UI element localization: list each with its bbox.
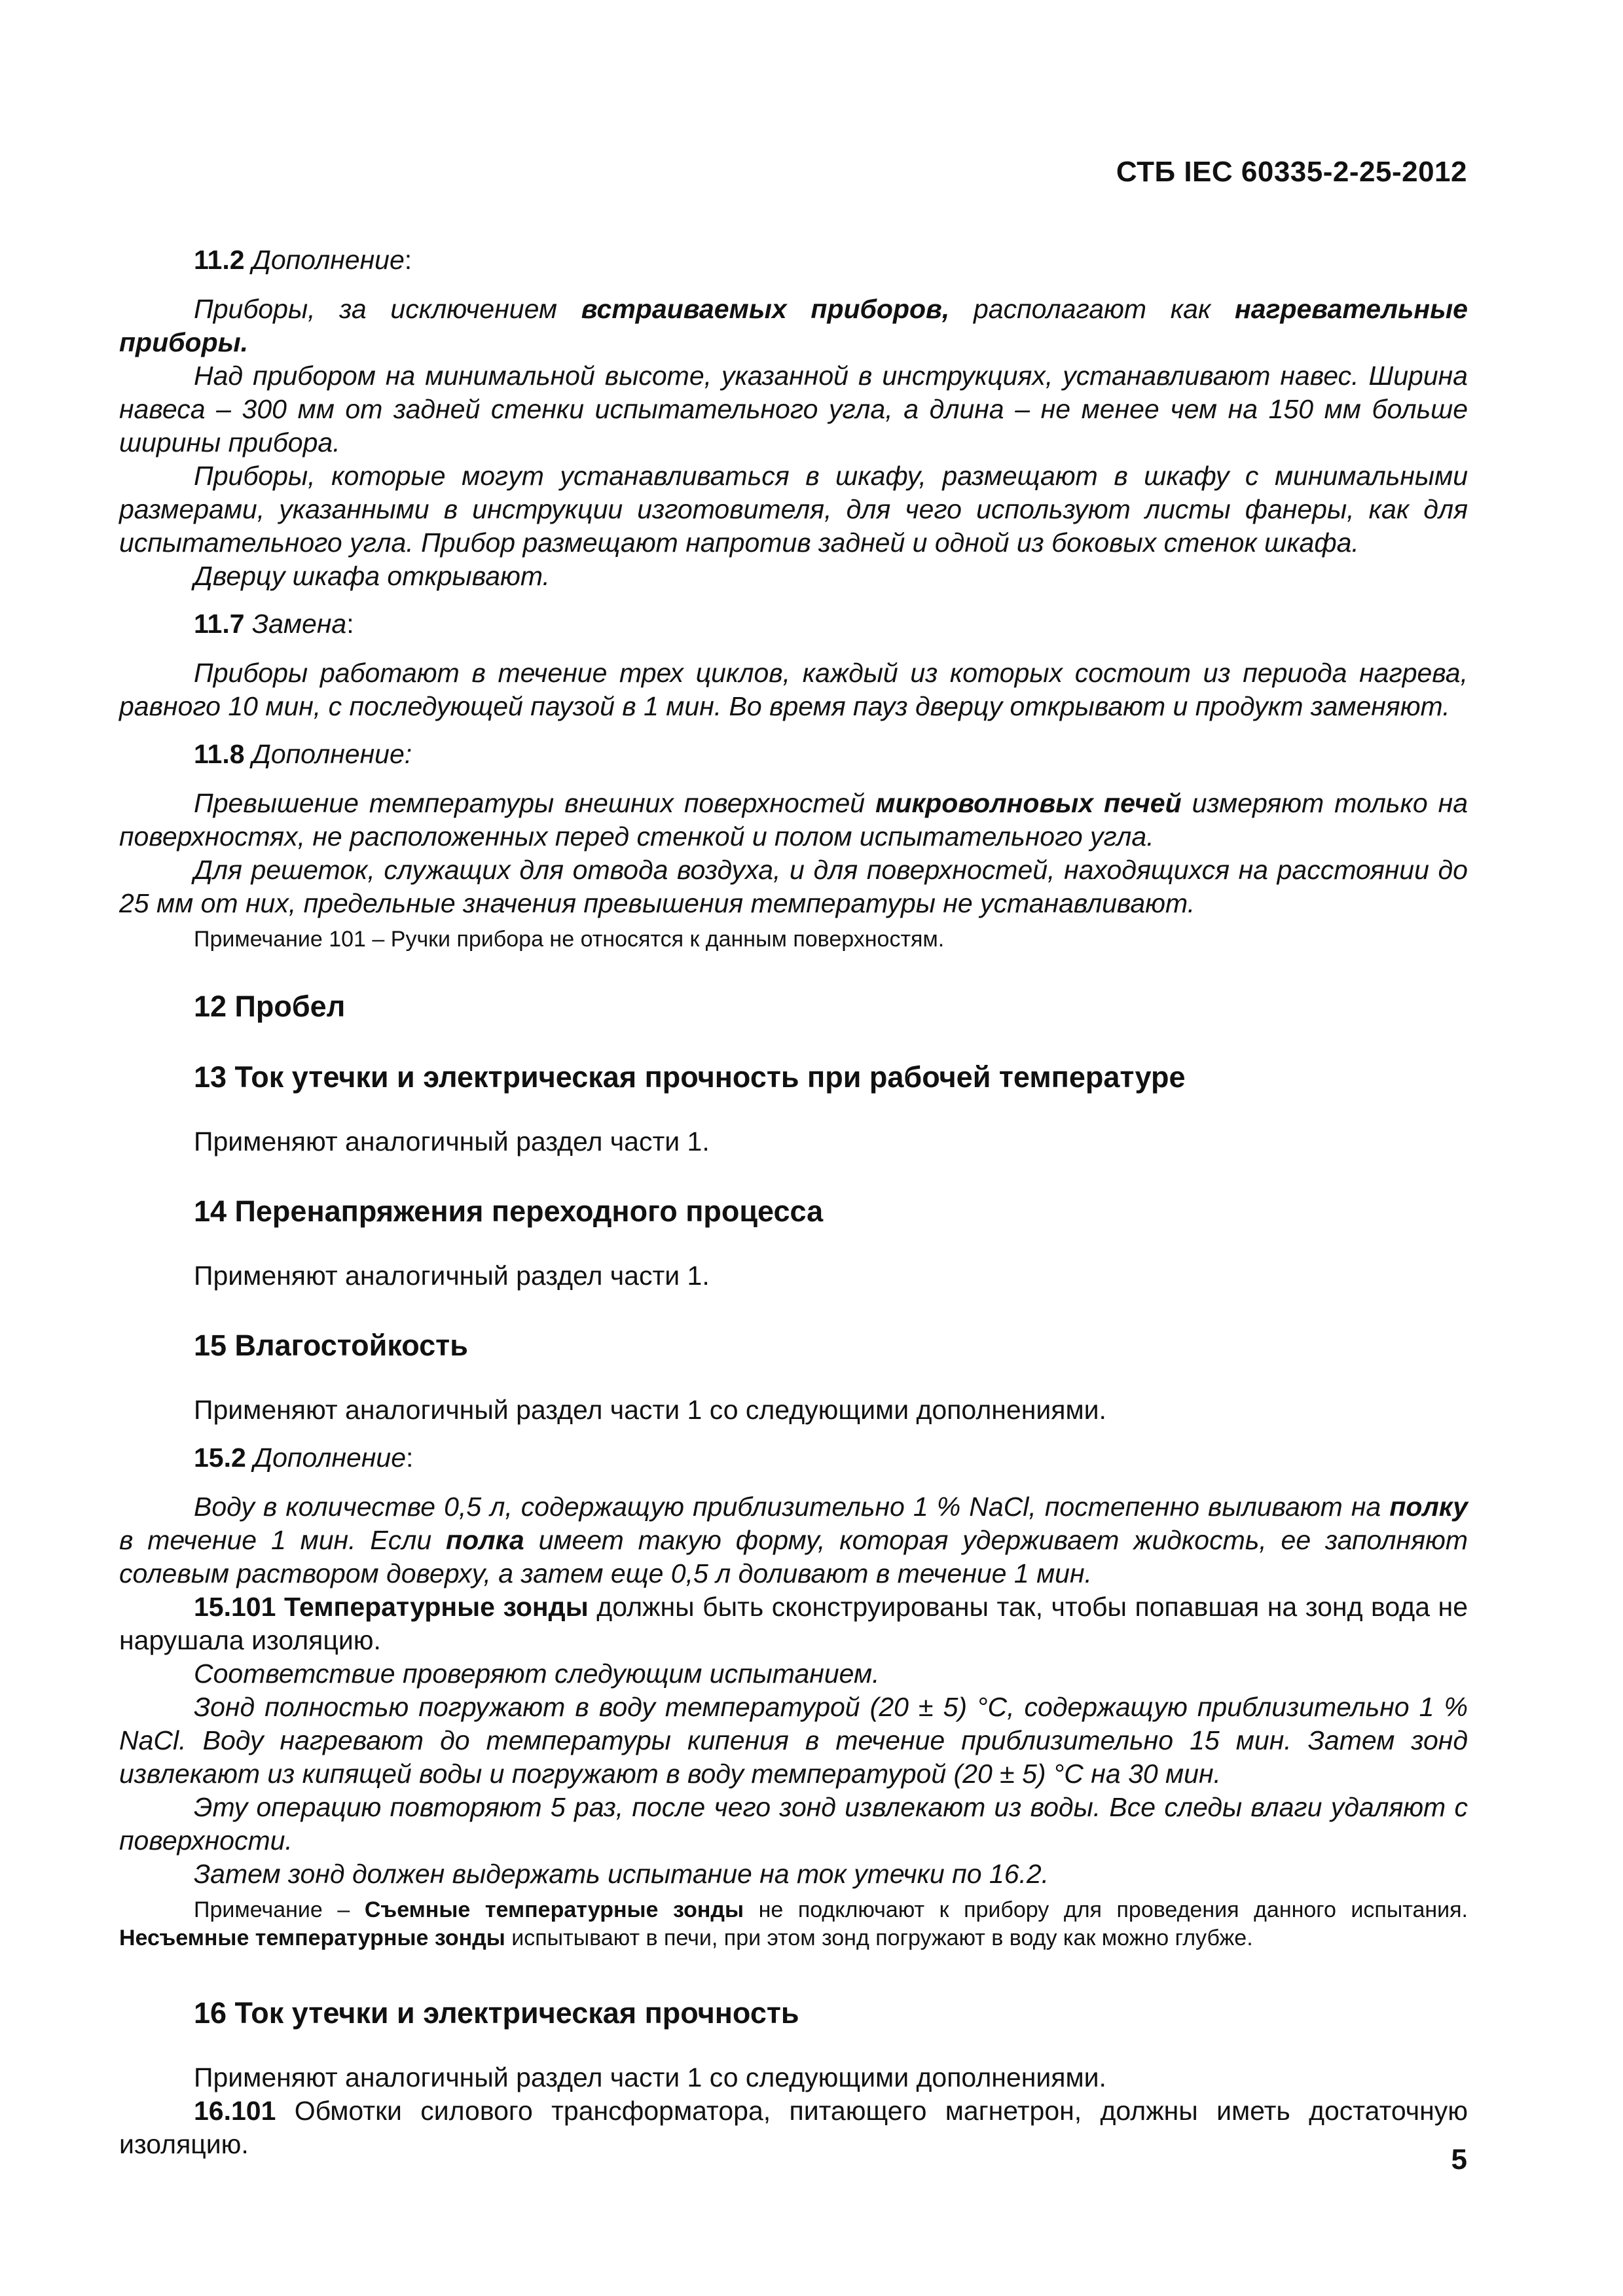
section-15-title: 15 Влагостойкость bbox=[194, 1329, 468, 1362]
paragraph: Применяют аналогичный раздел части 1 со следующими дополнениями. bbox=[194, 1395, 1106, 1425]
defined-term: встраиваемых приборов, bbox=[581, 294, 950, 324]
defined-term: Температурные зонды bbox=[276, 1592, 589, 1622]
paragraph: Соответствие проверяют следующим испытанием. bbox=[194, 1659, 880, 1689]
defined-term: микроволновых печей bbox=[875, 788, 1182, 818]
note: Примечание 101 – Ручки прибора не относятся к данным поверхностям. bbox=[194, 927, 945, 952]
paragraph: Приборы работают в течение трех циклов, каждый из которых состоит из периода нагрева, равного 10 мин, с последующей паузой в 1 мин. Во время пауз дверцу открывают и продукт заменяют. bbox=[119, 658, 1468, 721]
clause-number: 11.7 bbox=[194, 609, 245, 639]
note: Примечание – Съемные температурные зонды не подключают к прибору для проведения данного испытания. Несъемные температурные зонды испытывают в печи, при этом зонд погружают в воду как можно глубже. bbox=[119, 1897, 1468, 1950]
paragraph: Воду в количестве 0,5 л, содержащую приблизительно 1 % NaCl, постепенно выливают на полку в течение 1 мин. Если полка имеет такую форму, которая удерживает жидкость, ее заполняют солевым раствором доверху, а затем еще 0,5 л доливают в течение 1 мин. bbox=[119, 1492, 1468, 1588]
paragraph: Для решеток, служащих для отвода воздуха, и для поверхностей, находящихся на расстоянии до 25 мм от них, предельные значения превышения температуры не устанавливают. bbox=[119, 855, 1468, 918]
clause-15-101: 15.101 Температурные зонды должны быть сконструированы так, чтобы попавшая на зонд вода не нарушала изоляцию. bbox=[119, 1592, 1468, 1655]
defined-term: нагревательные приборы. bbox=[119, 294, 1468, 357]
clause-label: Дополнение: bbox=[251, 739, 412, 769]
clause-number: 15.2 bbox=[194, 1443, 246, 1473]
paragraph: Приборы, за исключением встраиваемых приборов, располагают как нагревательные приборы. bbox=[119, 294, 1468, 357]
paragraph: Затем зонд должен выдержать испытание на ток утечки по 16.2. bbox=[194, 1859, 1049, 1889]
clause-label: Замена bbox=[251, 609, 347, 639]
document-code: СТБ IEC 60335-2-25-2012 bbox=[1116, 156, 1467, 188]
clause-15-2-heading: 15.2 Дополнение: bbox=[194, 1443, 414, 1473]
paragraph: Дверцу шкафа открывают. bbox=[194, 561, 550, 591]
defined-term: полку bbox=[1389, 1492, 1468, 1522]
clause-11-7-heading: 11.7 Замена: bbox=[194, 609, 354, 639]
clause-label: Дополнение bbox=[251, 245, 405, 275]
paragraph: Зонд полностью погружают в воду температурой (20 ± 5) °С, содержащую приблизительно 1 % NaCl. Воду нагревают до температуры кипения в течение приблизительно 15 мин. Затем зонд извлекают из кипящей воды и погружают в воду температурой (20 ± 5) °С на 30 мин. bbox=[119, 1692, 1468, 1789]
document-body bbox=[119, 229, 1468, 2161]
section-14-title: 14 Перенапряжения переходного процесса bbox=[194, 1194, 824, 1228]
paragraph: Применяют аналогичный раздел части 1 со следующими дополнениями. bbox=[194, 2062, 1106, 2092]
section-16-title: 16 Ток утечки и электрическая прочность bbox=[194, 1996, 799, 2030]
paragraph: Превышение температуры внешних поверхностей микроволновых печей измеряют только на поверхностях, не расположенных перед стенкой и полом испытательного угла. bbox=[119, 788, 1468, 852]
page-number: 5 bbox=[1451, 2144, 1467, 2176]
paragraph: Приборы, которые могут устанавливаться в шкафу, размещают в шкафу с минимальными размерами, указанными в инструкции изготовителя, для чего используют листы фанеры, как для испытательного угла. Прибор размещают напротив задней и одной из боковых стенок шкафа. bbox=[119, 461, 1468, 558]
paragraph: Над прибором на минимальной высоте, указанной в инструкциях, устанавливают навес. Ширина навеса – 300 мм от задней стенки испытательного угла, а длина – не менее чем на 150 мм больше ширины прибора. bbox=[119, 361, 1468, 457]
defined-term: полка bbox=[446, 1525, 524, 1555]
paragraph: Применяют аналогичный раздел части 1. bbox=[194, 1126, 710, 1157]
clause-label: Дополнение bbox=[253, 1443, 407, 1473]
clause-number: 11.8 bbox=[194, 739, 245, 769]
clause-number: 15.101 bbox=[194, 1592, 276, 1622]
paragraph: Применяют аналогичный раздел части 1. bbox=[194, 1261, 710, 1291]
paragraph: Эту операцию повторяют 5 раз, после чего зонд извлекают из воды. Все следы влаги удаляют с поверхности. bbox=[119, 1792, 1468, 1856]
clause-11-8-heading bbox=[119, 738, 1468, 771]
defined-term: Съемные температурные зонды bbox=[364, 1897, 744, 1922]
section-12-title: 12 Пробел bbox=[194, 990, 346, 1023]
defined-term: Несъемные температурные зонды bbox=[119, 1926, 505, 1950]
section-13-title: 13 Ток утечки и электрическая прочность при рабочей температуре bbox=[194, 1060, 1186, 1094]
clause-number: 11.2 bbox=[194, 245, 245, 275]
clause-number: 16.101 bbox=[194, 2096, 276, 2126]
clause-11-2-heading: 11.2 Дополнение: bbox=[194, 245, 412, 275]
clause-16-101: 16.101 Обмотки силового трансформатора, питающего магнетрон, должны иметь достаточную изоляцию. bbox=[119, 2096, 1468, 2159]
